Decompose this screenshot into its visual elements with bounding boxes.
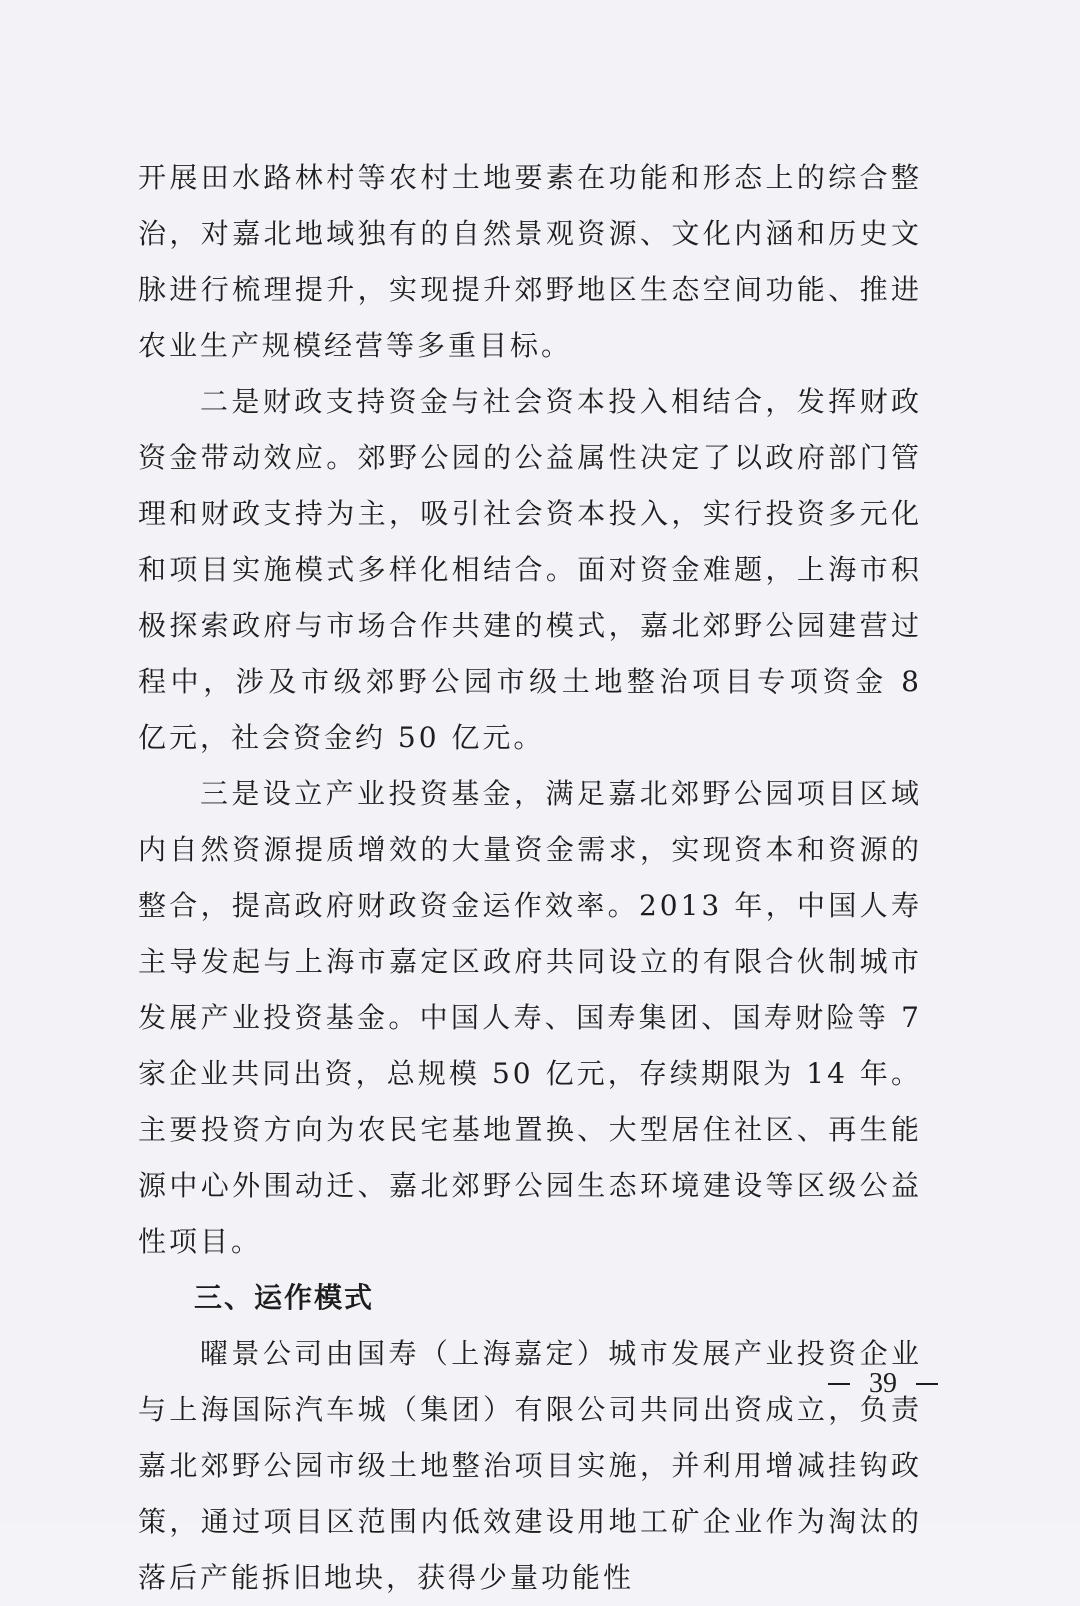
document-body <box>138 150 922 1606</box>
paragraph-operation-model: 曜景公司由国寿（上海嘉定）城市发展产业投资企业与上海国际汽车城（集团）有限公司共同出资成立，负责嘉北郊野公园市级土地整治项目实施，并利用增减挂钩政策，通过项目区范围内低效建设用地工矿企业作为淘汰的落后产能拆旧地块，获得少量功能性 <box>138 1337 922 1594</box>
paragraph-continuation: 开展田水路林村等农村土地要素在功能和形态上的综合整治，对嘉北地域独有的自然景观资源、文化内涵和历史文脉进行梳理提升，实现提升郊野地区生态空间功能、推进农业生产规模经营等多重目标。 <box>138 161 922 362</box>
paragraph-fiscal-support: 二是财政支持资金与社会资本投入相结合，发挥财政资金带动效应。郊野公园的公益属性决定了以政府部门管理和财政支持为主，吸引社会资本投入，实行投资多元化和项目实施模式多样化相结合。面对资金难题，上海市积极探索政府与市场合作共建的模式，嘉北郊野公园建营过程中，涉及市级郊野公园市级土地整治项目专项资金 8 亿元，社会资金约 50 亿元。 <box>138 385 922 754</box>
dash-left <box>828 1383 850 1385</box>
section-heading: 三、运作模式 <box>194 1281 375 1314</box>
page-number <box>828 1364 938 1404</box>
page-number-value: 39 <box>869 1368 897 1399</box>
paragraph-investment-fund: 三是设立产业投资基金，满足嘉北郊野公园项目区域内自然资源提质增效的大量资金需求，实现资本和资源的整合，提高政府财政资金运作效率。2013 年，中国人寿主导发起与上海市嘉定区政府共同设立的有限合伙制城市发展产业投资基金。中国人寿、国寿集团、国寿财险等 7 家企业共同出资，总规模 50 亿元，存续期限为 14 年。主要投资方向为农民宅基地置换、大型居住社区、再生能源中心外围动迁、嘉北郊野公园生态环境建设等区级公益性项目。 <box>138 777 922 1258</box>
dash-right <box>916 1383 938 1385</box>
